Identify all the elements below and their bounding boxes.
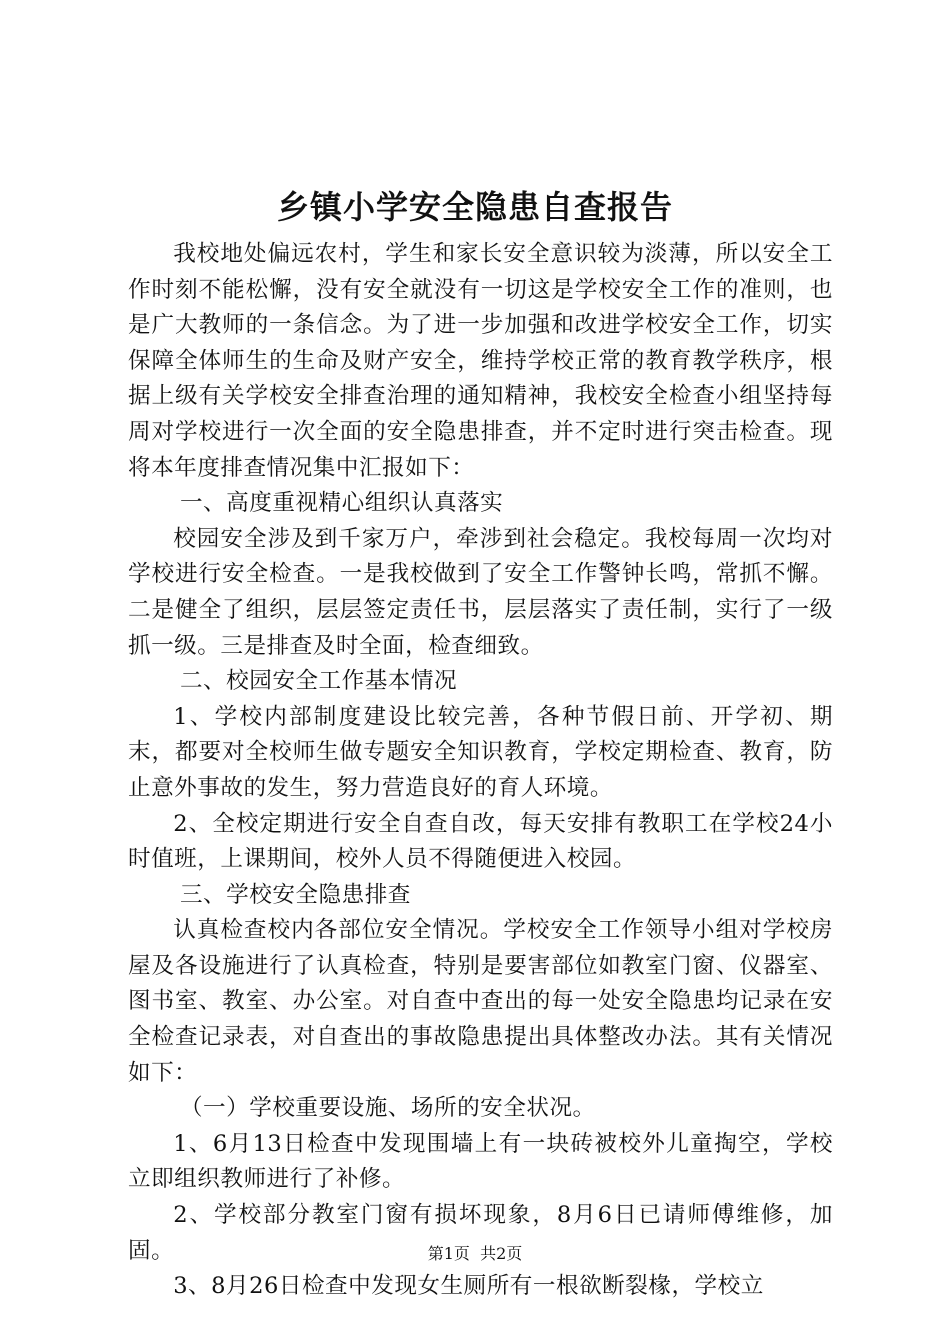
paragraph-item-2: 2、全校定期进行安全自查自改，每天安排有教职工在学校24小时值班，上课期间，校外人员不得随便进入校园。 <box>128 810 833 873</box>
page-total: 共2页 <box>480 1244 523 1263</box>
section-heading-3: 三、学校安全隐患排查 <box>179 881 411 908</box>
document-body <box>128 237 833 1305</box>
section-heading-1: 一、高度重视精心组织认真落实 <box>179 490 504 517</box>
paragraph-finding-1: 1、6月13日检查中发现围墙上有一块砖被校外儿童掏空，学校立即组织教师进行了补修。 <box>128 1130 833 1193</box>
paragraph-intro: 我校地处偏远农村，学生和家长安全意识较为淡薄，所以安全工作时刻不能松懈，没有安全就没有一切这是学校安全工作的准则，也是广大教师的一条信念。为了进一步加强和改进学校安全工作，切实保障全体师生的生命及财产安全，维持学校正常的教育教学秩序，根据上级有关学校安全排查治理的通知精神，我校安全检查小组坚持每周对学校进行一次全面的安全隐患排查，并不定时进行突击检查。现将本年度排查情况集中汇报如下： <box>128 241 833 481</box>
section-heading-2: 二、校园安全工作基本情况 <box>179 668 458 695</box>
page-number: 第1页 <box>427 1244 470 1263</box>
document-title: 乡镇小学安全隐患自查报告 <box>276 188 673 226</box>
paragraph-finding-3: 3、8月26日检查中发现女生厕所有一根欲断裂椽，学校立 <box>173 1273 764 1300</box>
paragraph-item-1: 1、学校内部制度建设比较完善，各种节假日前、开学初、期末，都要对全校师生做专题安全知识教育，学校定期检查、教育，防止意外事故的发生，努力营造良好的育人环境。 <box>128 703 833 801</box>
paragraph-section-3: 认真检查校内各部位安全情况。学校安全工作领导小组对学校房屋及各设施进行了认真检查，特别是要害部位如教室门窗、仪器室、图书室、教室、办公室。对自查中查出的每一处安全隐患均记录在安全检查记录表，对自查出的事故隐患提出具体整改办法。其有关情况如下： <box>128 917 833 1086</box>
paragraph-finding-2: 2、学校部分教室门窗有损坏现象，8月6日已请师傅维修，加固。 <box>128 1202 833 1264</box>
page-footer <box>0 1242 950 1266</box>
paragraph-section-1: 校园安全涉及到千家万户，牵涉到社会稳定。我校每周一次均对学校进行安全检查。一是我校做到了安全工作警钟长鸣，常抓不懈。二是健全了组织，层层签定责任书，层层落实了责任制，实行了一级抓一级。三是排查及时全面，检查细致。 <box>128 525 833 659</box>
subsection-heading-1: （一）学校重要设施、场所的安全状况。 <box>179 1095 596 1122</box>
